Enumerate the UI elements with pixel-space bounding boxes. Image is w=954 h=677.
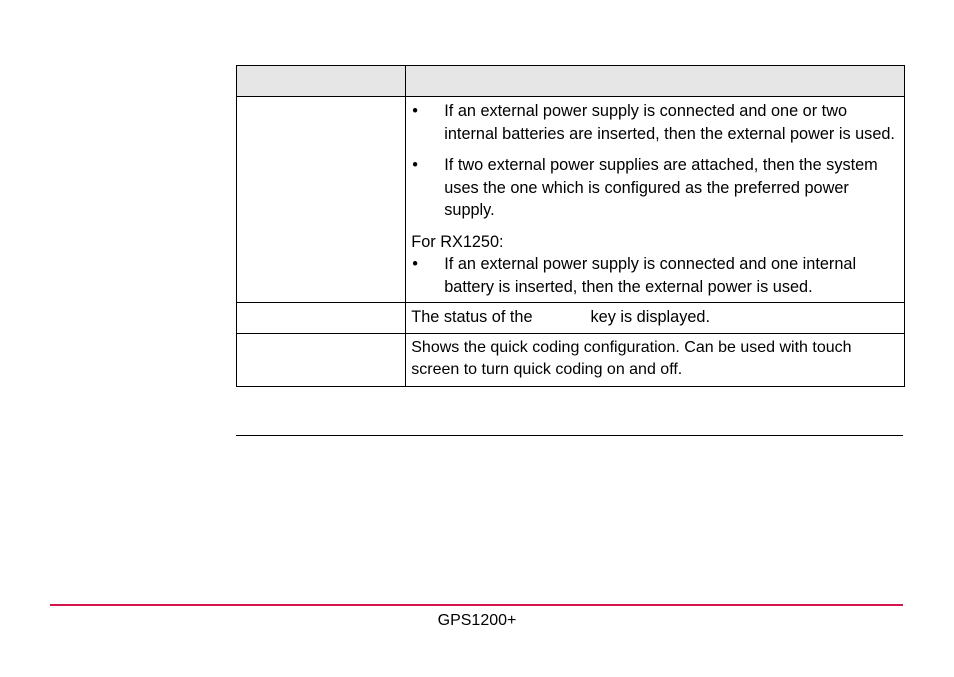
table-row [237, 97, 905, 303]
table-row [237, 303, 905, 334]
row-description-cell [406, 333, 905, 386]
row-description-cell [406, 303, 905, 334]
list-item [411, 253, 898, 298]
footer-product-label: GPS1200+ [437, 612, 517, 629]
hotkey-text-before: The status of the [411, 308, 533, 326]
row-label-cell [237, 303, 406, 334]
quick-coding-text: Shows the quick coding configuration. Can be used with touch screen to turn quick coding on and off. [411, 338, 852, 378]
row-description-cell [406, 97, 905, 303]
list-item [411, 154, 898, 222]
bullet-text: If an external power supply is connected and one internal battery is inserted, then the external power is used. [444, 255, 857, 296]
list-item [411, 100, 898, 145]
row-label-cell [237, 333, 406, 386]
table-row [237, 333, 905, 386]
header-cell-right [406, 66, 905, 97]
table-header-row [237, 66, 905, 97]
row-label-cell [237, 97, 406, 303]
bullet-text: If an external power supply is connected and one or two internal batteries are inserted, then the external power is used. [444, 102, 895, 143]
hotkey-text-after: key is displayed. [590, 308, 710, 326]
bullet-icon: • [412, 156, 418, 174]
section-divider [236, 435, 903, 436]
subheading: For RX1250: [411, 232, 504, 251]
bullet-icon: • [412, 102, 418, 120]
footer-rule [50, 604, 903, 606]
bullet-icon: • [412, 255, 418, 273]
description-table [236, 65, 905, 387]
bullet-text: If two external power supplies are attached, then the system uses the one which is configured as the preferred power supply. [444, 156, 878, 219]
header-cell-left [237, 66, 406, 97]
